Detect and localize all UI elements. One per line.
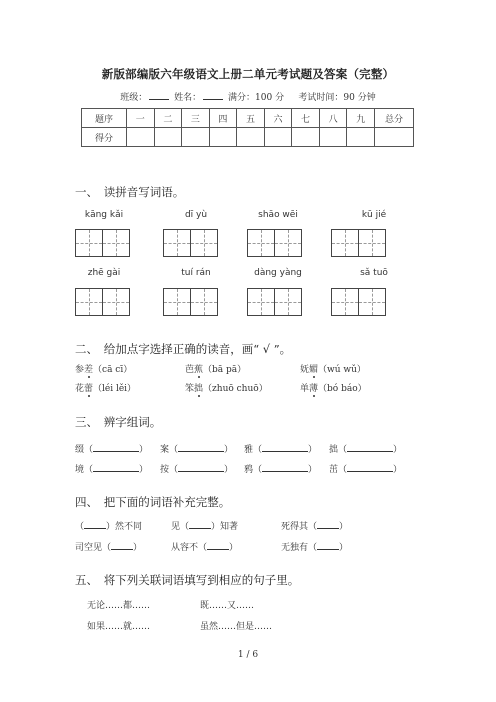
section-1-heading: 一、 读拼音写词语。: [75, 185, 185, 199]
pinyin-label: tuí rán: [181, 268, 211, 278]
word-group-item[interactable]: 境（ ）: [75, 462, 148, 475]
page-title: 新版部编版六年级语文上册二单元考试题及答案（完整）: [101, 67, 395, 81]
answer-blank[interactable]: [317, 540, 339, 550]
idiom-item[interactable]: [171, 540, 238, 553]
char: 拙: [329, 445, 339, 455]
writing-grid[interactable]: [331, 288, 386, 316]
score-cell: 八: [319, 109, 347, 128]
conjunction-word: 如果……就……: [87, 622, 151, 632]
score-input-cell[interactable]: [127, 128, 155, 147]
writing-cell[interactable]: [247, 229, 275, 257]
name-label: 姓名：: [174, 93, 202, 103]
score-input-cell[interactable]: [182, 128, 210, 147]
answer-blank[interactable]: [178, 462, 224, 472]
dotted-char: 蕉: [194, 365, 204, 375]
pinyin-label: dī yù: [184, 210, 208, 220]
score-cell: 五: [237, 109, 265, 128]
char: 花: [75, 384, 85, 394]
idiom-part: 见（: [171, 522, 190, 532]
word-group-item[interactable]: 雅（ ）: [244, 442, 317, 455]
pronunciation-item[interactable]: [185, 362, 246, 375]
writing-cell[interactable]: [331, 288, 359, 316]
word-group-item[interactable]: 缀（ ）: [75, 442, 148, 455]
char: 缀: [75, 445, 85, 455]
answer-blank[interactable]: [262, 442, 308, 452]
writing-cell[interactable]: [358, 288, 386, 316]
score-input-cell[interactable]: [264, 128, 292, 147]
writing-cell[interactable]: [274, 229, 302, 257]
score-input-cell[interactable]: [375, 128, 414, 147]
score-cell: 一: [127, 109, 155, 128]
pronunciation-item[interactable]: [185, 381, 268, 394]
answer-blank[interactable]: [189, 519, 211, 529]
idiom-part: 死得其（: [281, 522, 318, 532]
writing-cell[interactable]: [331, 229, 359, 257]
answer-blank[interactable]: [84, 519, 106, 529]
writing-cell[interactable]: [163, 229, 191, 257]
dotted-char: 媚: [309, 365, 319, 375]
pinyin-label: kāng kǎi: [84, 210, 124, 220]
score-table-header-row: [82, 109, 414, 128]
pinyin-label: zhē gài: [87, 268, 121, 278]
idiom-item[interactable]: [281, 540, 348, 553]
writing-cell[interactable]: [75, 229, 103, 257]
conjunction-word: 既……又……: [200, 601, 255, 611]
writing-cell[interactable]: [75, 288, 103, 316]
idiom-part: ）: [229, 543, 239, 553]
section-5-heading: 五、 将下列关联词语填写到相应的句子里。: [75, 573, 300, 587]
score-cell: 四: [209, 109, 237, 128]
word-group-item[interactable]: 茁（ ）: [329, 462, 402, 475]
score-cell: 七: [292, 109, 320, 128]
answer-blank[interactable]: [111, 540, 133, 550]
word-group-item[interactable]: 案（ ）: [160, 442, 233, 455]
score-cell: 二: [154, 109, 182, 128]
conjunction-word: 虽然……但是……: [200, 622, 273, 632]
dotted-char: 差: [84, 365, 94, 375]
answer-blank[interactable]: [207, 540, 229, 550]
writing-cell[interactable]: [247, 288, 275, 316]
writing-grid[interactable]: [331, 229, 386, 257]
idiom-part: （: [75, 522, 85, 532]
score-input-cell[interactable]: [347, 128, 375, 147]
pronunciation-item[interactable]: [300, 381, 367, 394]
writing-grid[interactable]: [247, 229, 302, 257]
class-blank: [149, 90, 169, 100]
answer-blank[interactable]: [317, 519, 339, 529]
idiom-item[interactable]: [171, 519, 238, 532]
char: 芭: [185, 365, 195, 375]
class-label: 班级：: [120, 93, 148, 103]
answer-blank[interactable]: [93, 462, 139, 472]
answer-blank[interactable]: [178, 442, 224, 452]
section-4-heading: 四、 把下面的词语补充完整。: [75, 495, 231, 509]
idiom-part: ）: [339, 543, 349, 553]
section-2-heading: 二、 给加点字选择正确的读音，画“ √ ”。: [75, 342, 292, 356]
section-3-heading: 三、 辨字组词。: [75, 415, 162, 429]
char: 参: [75, 365, 85, 375]
full-score: 满分：100 分: [228, 93, 285, 103]
answer-blank[interactable]: [347, 462, 393, 472]
char: 妩: [300, 365, 310, 375]
answer-blank[interactable]: [93, 442, 139, 452]
answer-blank[interactable]: [347, 442, 393, 452]
conjunction-word: 无论……都……: [87, 601, 151, 611]
score-cell: 题序: [82, 109, 127, 128]
score-table-score-row: [82, 128, 414, 147]
score-input-cell[interactable]: [292, 128, 320, 147]
writing-cell[interactable]: [274, 288, 302, 316]
idiom-part: ）知著: [211, 522, 239, 532]
reading-options: （wú wǔ）: [318, 365, 366, 375]
pinyin-label: shāo wēi: [258, 210, 298, 220]
writing-cell[interactable]: [163, 288, 191, 316]
score-table: [81, 108, 414, 147]
score-row-label: 得分: [82, 128, 127, 147]
pinyin-label: kū jié: [361, 210, 387, 220]
score-input-cell[interactable]: [209, 128, 237, 147]
writing-cell[interactable]: [190, 288, 218, 316]
char: 案: [160, 445, 170, 455]
writing-cell[interactable]: [102, 229, 130, 257]
char: 鸦: [244, 465, 254, 475]
word-group-item[interactable]: 鸦（ ）: [244, 462, 317, 475]
idiom-part: 无独有（: [281, 543, 318, 553]
dotted-char: 薄: [309, 384, 319, 394]
exam-info: [0, 90, 496, 103]
writing-cell[interactable]: [102, 288, 130, 316]
word-group-item[interactable]: 按（ ）: [160, 462, 233, 475]
writing-cell[interactable]: [190, 229, 218, 257]
idiom-part: 司空见（: [75, 543, 112, 553]
pronunciation-item[interactable]: [75, 381, 136, 394]
writing-grid[interactable]: [163, 288, 218, 316]
score-input-cell[interactable]: [154, 128, 182, 147]
score-cell: 总分: [375, 109, 414, 128]
idiom-part: ）然不同: [106, 522, 143, 532]
char: 笨: [185, 384, 195, 394]
writing-grid[interactable]: [163, 229, 218, 257]
name-blank: [203, 90, 223, 100]
pronunciation-item[interactable]: [300, 362, 366, 375]
writing-grid[interactable]: [75, 288, 130, 316]
pinyin-label: sǎ tuō: [360, 268, 388, 278]
reading-options: （zhuō chuō）: [203, 384, 268, 394]
score-cell: 六: [264, 109, 292, 128]
idiom-part: 从容不（: [171, 543, 208, 553]
idiom-item[interactable]: [75, 540, 142, 553]
writing-grid[interactable]: [75, 229, 130, 257]
writing-cell[interactable]: [358, 229, 386, 257]
word-group-item[interactable]: 拙（ ）: [329, 442, 402, 455]
pronunciation-item[interactable]: [75, 362, 132, 375]
char: 单: [300, 384, 310, 394]
score-cell: 三: [182, 109, 210, 128]
char: 茁: [329, 465, 339, 475]
writing-grid[interactable]: [247, 288, 302, 316]
exam-time: 考试时间：90 分钟: [298, 93, 376, 103]
reading-options: （bā pā）: [203, 365, 247, 375]
idiom-item[interactable]: [75, 519, 142, 532]
pinyin-label: dàng yàng: [254, 268, 302, 278]
score-cell: 九: [347, 109, 375, 128]
char: 境: [75, 465, 85, 475]
answer-blank[interactable]: [262, 462, 308, 472]
score-input-cell[interactable]: [237, 128, 265, 147]
idiom-part: ）: [339, 522, 349, 532]
dotted-char: 蕾: [84, 384, 94, 394]
idiom-part: ）: [133, 543, 143, 553]
score-input-cell[interactable]: [319, 128, 347, 147]
char: 雅: [244, 445, 254, 455]
reading-options: （cā cī）: [93, 365, 133, 375]
idiom-item[interactable]: [281, 519, 348, 532]
dotted-char: 拙: [194, 384, 204, 394]
char: 按: [160, 465, 170, 475]
reading-options: （léi lěi）: [93, 384, 137, 394]
page-number: 1 / 6: [237, 650, 259, 660]
reading-options: （bó báo）: [318, 384, 367, 394]
